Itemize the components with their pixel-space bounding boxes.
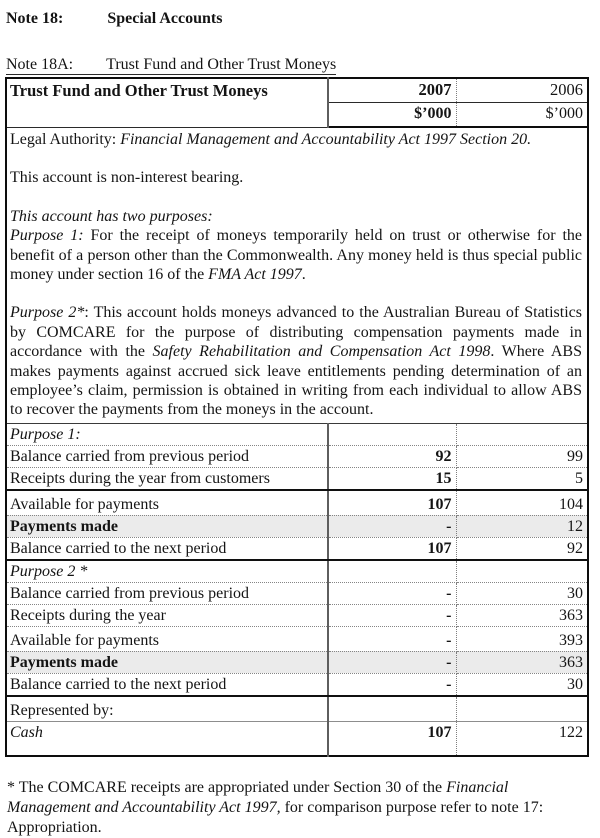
value-2007 (328, 560, 456, 583)
value-2007: - (328, 626, 456, 651)
value-2007: 92 (328, 445, 456, 467)
value-2007: 107 (328, 537, 456, 560)
table-row (6, 604, 588, 626)
table-row (6, 721, 588, 756)
table-row (6, 515, 588, 537)
note-subheading-underline (6, 56, 336, 75)
table-row (6, 423, 588, 445)
row-label: Cash (6, 721, 328, 756)
value-2006 (456, 696, 588, 722)
value-2007: 15 (328, 467, 456, 490)
row-label: Available for payments (6, 626, 328, 651)
table-title-cell: Trust Fund and Other Trust Moneys (6, 78, 328, 127)
table-row (6, 537, 588, 560)
text-segment: Purpose 1: (10, 227, 84, 245)
blank-line (10, 284, 582, 303)
table-row (6, 696, 588, 722)
narrative-row (6, 127, 588, 423)
row-label: Available for payments (6, 490, 328, 516)
value-2006: 30 (456, 673, 588, 696)
text-segment: . Where ABS makes payments against accrued sick leave entitlements pending determination of an employee’s claim, permission is obtained in writing from each individual to allow ABS to recover the payments from the moneys in the account. (10, 343, 582, 419)
narrative-cell (6, 127, 588, 423)
value-2007: - (328, 651, 456, 673)
text-segment: This account is non-interest bearing. (10, 169, 244, 187)
value-2007: 107 (328, 490, 456, 516)
table-header-row (6, 78, 588, 103)
value-2007: - (328, 673, 456, 696)
note-subheading-title: Trust Fund and Other Trust Moneys (106, 56, 337, 73)
text-segment: Legal Authority: (10, 131, 121, 148)
blank-line (10, 149, 582, 168)
non-interest-text (10, 168, 582, 187)
value-2007 (328, 423, 456, 445)
row-label: Payments made (6, 515, 328, 537)
trust-fund-table (5, 77, 589, 757)
row-label: Balance carried to the next period (6, 673, 328, 696)
row-label: Receipts during the year (6, 604, 328, 626)
value-2007: - (328, 582, 456, 604)
purpose1-text (10, 226, 582, 284)
note-heading-title: Special Accounts (107, 10, 223, 27)
column-header-2006: 2006 (456, 78, 588, 103)
value-2007 (328, 696, 456, 722)
note-heading (6, 10, 593, 28)
text-segment: This account has two purposes: (10, 207, 213, 225)
value-2006: 5 (456, 467, 588, 490)
value-2006: 99 (456, 445, 588, 467)
text-segment: For the receipt of moneys temporarily held on trust or otherwise for the benefit of a person other than the Commonwealth. Any money held is thus special public money under section 16 of the (10, 227, 583, 284)
row-label: Represented by: (6, 696, 328, 722)
note-heading-label: Note 18: (6, 10, 64, 27)
row-label: Purpose 1: (6, 423, 328, 445)
value-2006: 104 (456, 490, 588, 516)
value-2006: 12 (456, 515, 588, 537)
value-2007: - (328, 515, 456, 537)
row-label: Receipts during the year from customers (6, 467, 328, 490)
table-row (6, 673, 588, 696)
table-row (6, 445, 588, 467)
table-row (6, 626, 588, 651)
value-2006 (456, 560, 588, 583)
row-label: Balance carried to the next period (6, 537, 328, 560)
text-segment: Financial Management and Accountability Act 1997 Section 20. (120, 131, 532, 148)
value-2007: 107 (328, 721, 456, 756)
value-2006: 122 (559, 723, 583, 741)
column-header-2007: 2007 (328, 78, 456, 103)
two-purposes-text (10, 207, 582, 226)
row-label: Payments made (6, 651, 328, 673)
text-segment: * The COMCARE receipts are appropriated under Section 30 of the (7, 778, 447, 796)
text-segment: Financial Management and Accountability Act 1997, (7, 778, 509, 816)
text-segment: : This account holds moneys advanced to the Australian Bureau of Statistics by COMCARE for the purpose of distributing compensation payments made in accordance with the (10, 304, 583, 361)
legal-authority-text (10, 130, 582, 149)
unit-cell-2006: $’000 (456, 103, 588, 128)
table-row (6, 490, 588, 516)
value-2006: 363 (456, 604, 588, 626)
note-subheading (6, 56, 593, 75)
row-label: Purpose 2 * (6, 560, 328, 583)
text-segment: . (301, 266, 306, 284)
row-label: Balance carried from previous period (6, 445, 328, 467)
footnote (7, 778, 583, 838)
unit-cell-2007: $’000 (328, 103, 456, 128)
value-2007: - (328, 604, 456, 626)
table-row (6, 582, 588, 604)
table-row (6, 560, 588, 583)
blank-line (10, 188, 582, 207)
table-row (6, 651, 588, 673)
value-2006: 393 (456, 626, 588, 651)
value-2006: 30 (456, 582, 588, 604)
text-segment: Safety Rehabilitation and Compensation Act 1998 (152, 343, 491, 361)
purpose2-text (10, 303, 582, 419)
text-segment: FMA Act 1997 (208, 266, 302, 284)
text-segment: for comparison purpose refer to note 17: Appropriation. (7, 798, 544, 836)
table-row (6, 467, 588, 490)
note-subheading-label: Note 18A: (6, 56, 74, 73)
text-segment: Purpose 2* (10, 304, 85, 322)
value-2006: 92 (456, 537, 588, 560)
row-label: Balance carried from previous period (6, 582, 328, 604)
value-2006 (456, 423, 588, 445)
value-2006: 363 (456, 651, 588, 673)
